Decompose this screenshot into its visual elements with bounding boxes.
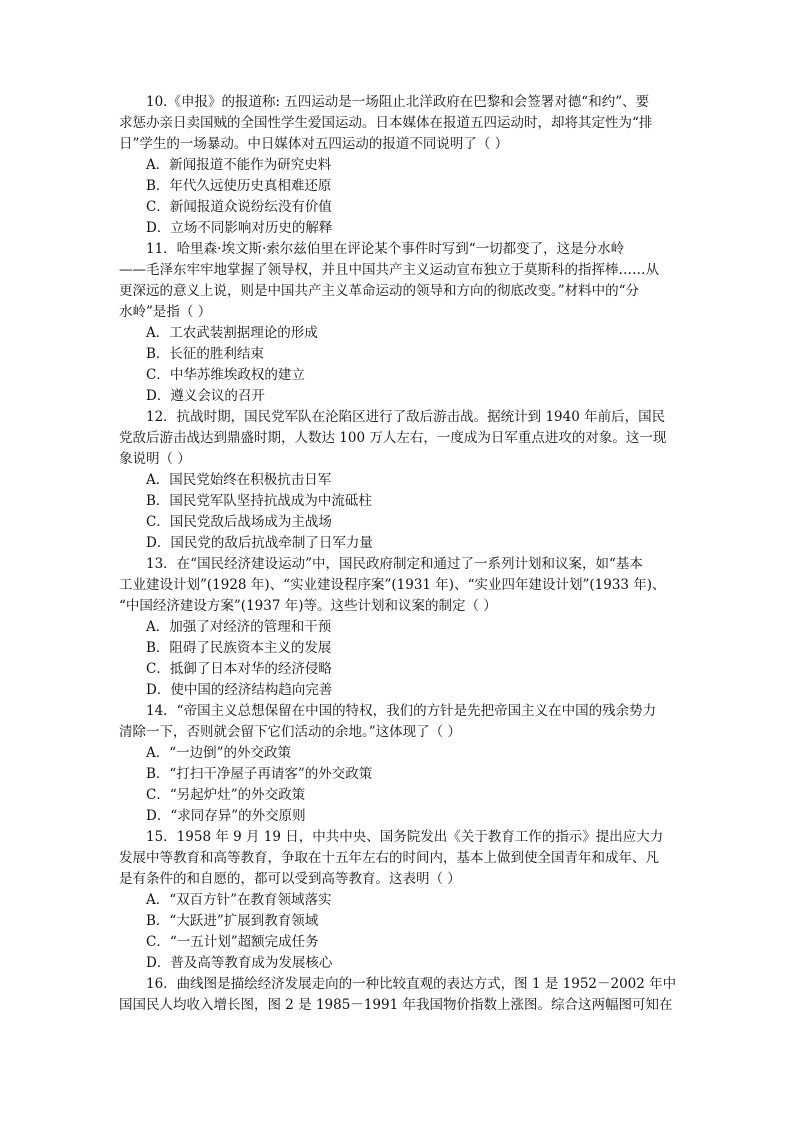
- question-text: 水岭”是指（ ）: [119, 304, 212, 320]
- option-b: B．阻碍了民族资本主义的发展: [146, 640, 332, 656]
- question-text: 象说明（ ）: [119, 451, 191, 467]
- question-13: [119, 554, 675, 701]
- option-b: B．年代久远使历史真相难还原: [146, 178, 332, 194]
- question-text: 14．“帝国主义总想保留在中国的特权，我们的方针是先把帝国主义在中国的残余势力: [146, 703, 657, 719]
- question-text: 11．哈里森·埃文斯·索尔兹伯里在评论某个事件时写到“一切都变了，这是分水岭: [146, 241, 625, 257]
- option-b: B．长征的胜利结束: [146, 346, 264, 362]
- question-12: [119, 407, 675, 554]
- option-b: B．国民党军队坚持抗战成为中流砥柱: [146, 493, 372, 509]
- option-a: A．国民党始终在积极抗击日军: [146, 472, 332, 488]
- option-d: D．立场不同影响对历史的解释: [146, 220, 333, 236]
- exam-page: [119, 92, 675, 1016]
- question-11: [119, 239, 675, 407]
- option-c: C．抵御了日本对华的经济侵略: [146, 661, 332, 677]
- question-14: [119, 701, 675, 827]
- question-text: “中国经济建设方案”(1937 年)等。这些计划和议案的制定（ ）: [119, 598, 497, 614]
- option-c: C．“一五计划”超额完成任务: [146, 934, 319, 950]
- question-text: 求惩办亲日卖国贼的全国性学生爱国运动。日本媒体在报道五四运动时，却将其定性为“排: [119, 115, 653, 131]
- question-text: 国国民人均收入增长图，图 2 是 1985－1991 年我国物价指数上涨图。综合这两幅图可知在: [119, 997, 673, 1013]
- option-d: D．国民党的敌后抗战牵制了日军力量: [146, 535, 373, 551]
- option-a: A．工农武装割据理论的形成: [146, 325, 318, 341]
- option-a: A．新闻报道不能作为研究史料: [146, 157, 332, 173]
- option-a: A．加强了对经济的管理和干预: [146, 619, 332, 635]
- option-c: C．“另起炉灶”的外交政策: [146, 787, 306, 803]
- option-a: A．“双百方针”在教育领域落实: [146, 892, 332, 908]
- option-b: B．“大跃进”扩展到教育领域: [146, 913, 319, 929]
- option-d: D．“求同存异”的外交原则: [146, 808, 306, 824]
- question-text: 党敌后游击战达到鼎盛时期，人数达 100 万人左右，一度成为日军重点进攻的对象。这一现: [119, 430, 667, 446]
- option-d: D．遵义会议的召开: [146, 388, 265, 404]
- question-text: 是有条件的和自愿的，都可以受到高等教育。这表明（ ）: [119, 871, 461, 887]
- question-text: 15．1958 年 9 月 19 日，中共中央、国务院发出《关于教育工作的指示》提出应大力: [146, 829, 664, 845]
- question-text: 更深远的意义上说，则是中国共产主义革命运动的领导和方向的彻底改变。”材料中的“分: [119, 283, 640, 299]
- option-c: C．国民党敌后战场成为主战场: [146, 514, 332, 530]
- option-c: C．中华苏维埃政权的建立: [146, 367, 305, 383]
- option-d: D．使中国的经济结构趋向完善: [146, 682, 333, 698]
- question-10: [119, 92, 675, 239]
- question-text: 10.《申报》的报道称: 五四运动是一场阻止北洋政府在巴黎和会签署对德“和约”、要: [146, 94, 650, 110]
- option-c: C．新闻报道众说纷纭没有价值: [146, 199, 332, 215]
- option-b: B．“打扫干净屋子再请客”的外交政策: [146, 766, 373, 782]
- question-text: 工业建设计划”(1928 年)、“实业建设程序案”(1931 年)、“实业四年建设计划”(1933 年)、: [119, 577, 666, 593]
- question-text: 清除一下，否则就会留下它们活动的余地。”这体现了（ ）: [119, 724, 461, 740]
- question-text: 12．抗战时期，国民党军队在沦陷区进行了敌后游击战。据统计到 1940 年前后，国民: [146, 409, 666, 425]
- question-text: ——毛泽东牢牢地掌握了领导权，并且中国共产主义运动宣布独立于莫斯科的指挥棒……从: [119, 262, 659, 278]
- question-text: 发展中等教育和高等教育，争取在十五年左右的时间内，基本上做到使全国青年和成年、凡: [119, 850, 659, 866]
- option-d: D．普及高等教育成为发展核心: [146, 955, 333, 971]
- question-15: [119, 827, 675, 974]
- question-text: 日”学生的一场暴动。中日媒体对五四运动的报道不同说明了（ ）: [119, 136, 509, 152]
- question-16: [119, 974, 675, 1016]
- question-text: 16．曲线图是描绘经济发展走向的一种比较直观的表达方式，图 1 是 1952－2002 年中: [146, 976, 677, 992]
- option-a: A．“一边倒”的外交政策: [146, 745, 292, 761]
- question-text: 13．在“国民经济建设运动”中，国民政府制定和通过了一系列计划和议案，如“基本: [146, 556, 643, 572]
